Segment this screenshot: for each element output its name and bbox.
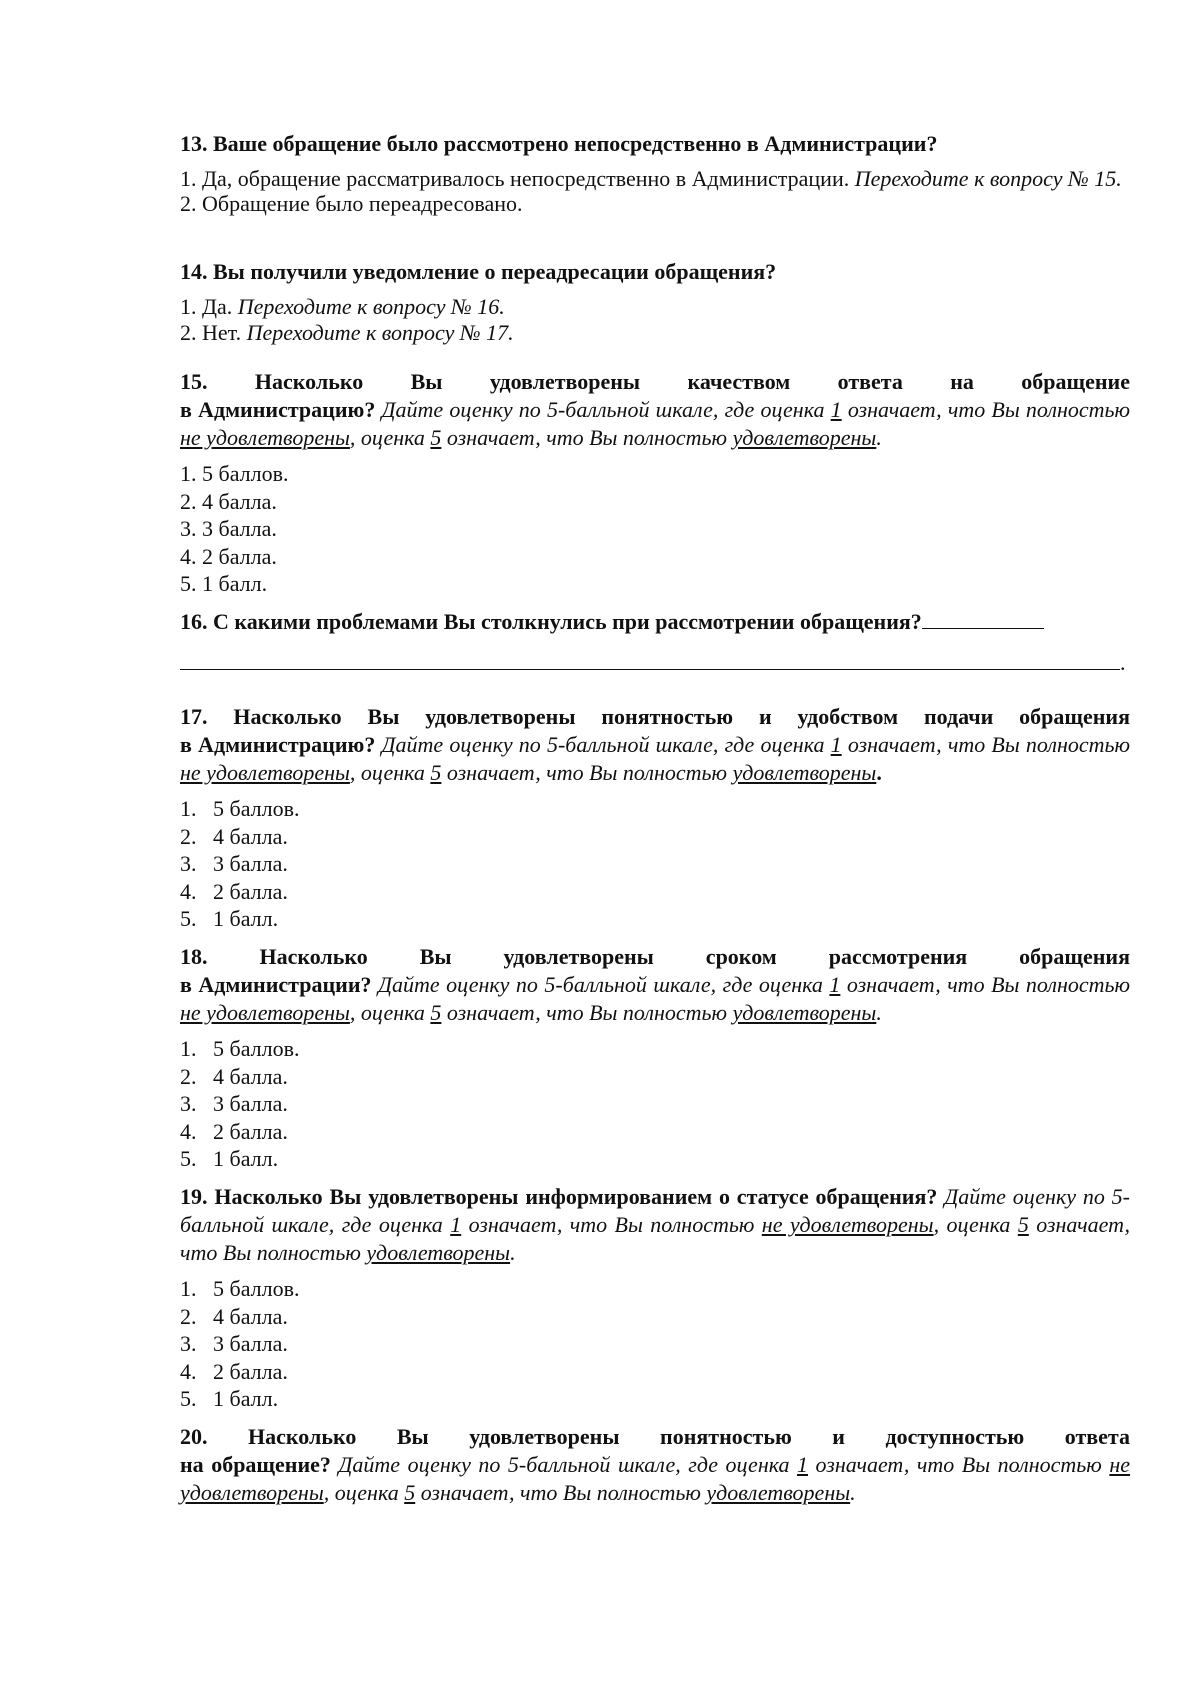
answer-line-2[interactable]: [180, 669, 1120, 670]
option-17-5[interactable]: 5. 1 балл.: [180, 906, 279, 931]
option-18-1[interactable]: 1. 5 баллов.: [180, 1036, 300, 1061]
question-13: [180, 130, 1130, 216]
option-15-3[interactable]: 3. 3 балла.: [180, 516, 277, 541]
question-20: [180, 1423, 1130, 1507]
option-15-2[interactable]: 2. 4 балла.: [180, 488, 277, 514]
option-15-5[interactable]: 5. 1 балл.: [180, 571, 268, 596]
question-20-title: 20. Насколько Вы удовлетворены понятностью и доступностью ответа на обращение? Дайте оценку по 5-балльной шкале, где оценка 1 означает, что Вы полностью не удовлетворены, оценка 5 означает, что Вы полностью удовлетворены.: [180, 1424, 1131, 1505]
option-19-3[interactable]: 3. 3 балла.: [180, 1331, 288, 1356]
option-14-2[interactable]: 2. Нет. Переходите к вопросу № 17.: [180, 320, 514, 345]
question-16-answer: .: [180, 650, 1130, 676]
question-19-title: 19. Насколько Вы удовлетворены информированием о статусе обращения? Дайте оценку по 5-балльной шкале, где оценка 1 означает, что Вы полностью не удовлетворены, оценка 5 означает, что Вы полностью удовлетворены.: [180, 1184, 1131, 1265]
question-15-options: [180, 460, 1130, 598]
option-17-2[interactable]: 2. 4 балла.: [180, 823, 288, 849]
option-19-4[interactable]: 4. 2 балла.: [180, 1358, 288, 1384]
question-14: [180, 258, 1130, 346]
option-14-1[interactable]: 1. Да. Переходите к вопросу № 16.: [180, 294, 505, 319]
question-18-options: [180, 1035, 1130, 1173]
question-14-options: [180, 294, 1130, 346]
question-16: [180, 608, 1130, 676]
option-19-1[interactable]: 1. 5 баллов.: [180, 1276, 300, 1301]
question-18-title: 18. Насколько Вы удовлетворены сроком рассмотрения обращения в Администрации? Дайте оценку по 5-балльной шкале, где оценка 1 означает, что Вы полностью не удовлетворены, оценка 5 означает, что Вы полностью удовлетворены.: [180, 944, 1131, 1025]
option-18-3[interactable]: 3. 3 балла.: [180, 1091, 288, 1116]
option-18-4[interactable]: 4. 2 балла.: [180, 1118, 288, 1144]
option-18-5[interactable]: 5. 1 балл.: [180, 1146, 279, 1171]
question-15: [180, 368, 1130, 598]
question-13-title: 13. Ваше обращение было рассмотрено непосредственно в Администрации?: [180, 131, 938, 156]
option-19-2[interactable]: 2. 4 балла.: [180, 1303, 288, 1329]
question-19: [180, 1183, 1130, 1413]
option-13-2[interactable]: 2. Обращение было переадресовано.: [180, 191, 523, 216]
option-15-4[interactable]: 4. 2 балла.: [180, 543, 277, 569]
option-17-4[interactable]: 4. 2 балла.: [180, 878, 288, 904]
option-18-2[interactable]: 2. 4 балла.: [180, 1063, 288, 1089]
question-19-options: [180, 1275, 1130, 1413]
question-14-title: 14. Вы получили уведомление о переадресации обращения?: [180, 259, 777, 284]
option-17-3[interactable]: 3. 3 балла.: [180, 851, 288, 876]
question-16-title: 16. С какими проблемами Вы столкнулись при рассмотрении обращения?: [180, 608, 1130, 636]
question-18: [180, 943, 1130, 1173]
answer-line-1[interactable]: [922, 628, 1044, 629]
option-15-1[interactable]: 1. 5 баллов.: [180, 461, 289, 486]
question-17-options: [180, 795, 1130, 933]
question-13-options: [180, 166, 1130, 216]
option-17-1[interactable]: 1. 5 баллов.: [180, 796, 300, 821]
option-13-1[interactable]: 1. Да, обращение рассматривалось непосредственно в Администрации. Переходите к вопросу № 15.: [180, 166, 1122, 191]
question-17-title: 17. Насколько Вы удовлетворены понятностью и удобством подачи обращения в Администрацию? Дайте оценку по 5-балльной шкале, где оценка 1 означает, что Вы полностью не удовлетворены, оценка 5 означает, что Вы полностью удовлетворены.: [180, 704, 1131, 785]
question-15-title: 15. Насколько Вы удовлетворены качеством ответа на обращение в Администрацию? Дайте оценку по 5-балльной шкале, где оценка 1 означает, что Вы полностью не удовлетворены, оценка 5 означает, что Вы полностью удовлетворены.: [180, 369, 1131, 450]
question-17: [180, 703, 1130, 933]
option-19-5[interactable]: 5. 1 балл.: [180, 1386, 279, 1411]
